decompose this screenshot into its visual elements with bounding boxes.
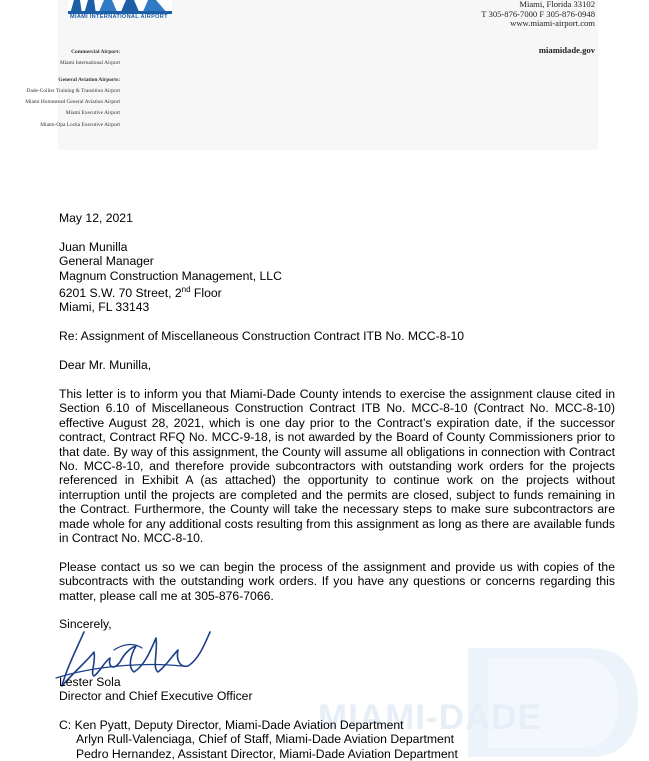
- subject-line: Re: Assignment of Miscellaneous Construction Contract ITB No. MCC-8-10: [59, 329, 465, 344]
- signer-block: [59, 675, 615, 704]
- cc-list: [59, 718, 615, 761]
- ga-airport: Dade-Collier Training & Transition Airport: [26, 87, 120, 94]
- recipient-company: Magnum Construction Management, LLC: [59, 268, 282, 283]
- phone-line: T 305-876-7000 F 305-876-0948: [481, 8, 595, 19]
- ga-heading: General Aviation Airports:: [58, 76, 120, 83]
- airport-list: [25, 47, 120, 131]
- ga-airport: Miami-Opa Locka Executive Airport: [40, 121, 120, 128]
- commercial-airport: Miami International Airport: [59, 60, 120, 67]
- county-site-link[interactable]: miamidade.gov: [538, 45, 595, 55]
- letter-body: [59, 211, 615, 761]
- recipient-name: Juan Munilla: [59, 239, 128, 254]
- watermark-text: MIAMI-DADE: [318, 698, 542, 737]
- recipient-title: General Manager: [59, 254, 154, 269]
- commercial-heading: Commercial Airport:: [71, 49, 120, 55]
- logo-text: MIAMI INTERNATIONAL AIRPORT: [70, 14, 168, 20]
- letter-date: May 12, 2021: [59, 211, 133, 225]
- ga-airport: Miami Homestead General Aviation Airport: [25, 99, 120, 106]
- ga-airport: Miami Executive Airport: [65, 110, 120, 117]
- signer-name: Lester Sola: [59, 674, 121, 689]
- mia-logo: [68, 0, 172, 25]
- recipient-street: 6201 S.W. 70 Street, 2nd Floor: [59, 285, 222, 301]
- signer-title: Director and Chief Executive Officer: [59, 689, 253, 704]
- cc-line: C: Ken Pyatt, Deputy Director, Miami-Dade Aviation Department: [59, 717, 404, 732]
- website-link[interactable]: www.miami-airport.com: [510, 18, 595, 28]
- header-contact: [481, 0, 595, 29]
- paragraph-2: Please contact us so we can begin the process of the assignment and provide us with copies of the subcontracts with the outstanding work orders. If you have any questions or concerns regarding this matter, please call me at 305-876-7066.: [59, 559, 615, 603]
- mia-logo-mark: [68, 0, 172, 14]
- address-line: Miami, Florida 33102: [519, 0, 595, 9]
- recipient-block: [59, 240, 615, 315]
- paragraph-1: This letter is to inform you that Miami-Dade County intends to exercise the assignment clause cited in Section 6.10 of Miscellaneous Construction Contract ITB No. MCC-8-10 (Contract No. MCC-8-10) effective August 28, 2021, which is one day prior to the Contract’s expiration date, if the successor contract, Contract RFQ No. MCC-9-18, is not awarded by the Board of County Commissioners prior to that date. By way of this assignment, the County will assume all obligations in connection with Contract No. MCC-8-10, and therefore provide subcontractors with outstanding work orders for the projects referenced in Exhibit A (as attached) the opportunity to continue work on the projects without interruption until the projects are completed and the permits are closed, subject to funds remaining in the Contract. Furthermore, the County will take the necessary steps to make sure subcontractors are made whole for any additional costs resulting from this assignment as long as there are available funds in Contract No. MCC-8-10.: [59, 386, 615, 545]
- salutation: Dear Mr. Munilla,: [59, 358, 152, 373]
- recipient-city: Miami, FL 33143: [59, 300, 150, 315]
- closing: Sincerely,: [59, 617, 112, 632]
- cc-line: Arlyn Rull-Valenciaga, Chief of Staff, Miami-Dade Aviation Department: [76, 732, 454, 747]
- cc-line: Pedro Hernandez, Assistant Director, Miami-Dade Aviation Department: [76, 746, 458, 761]
